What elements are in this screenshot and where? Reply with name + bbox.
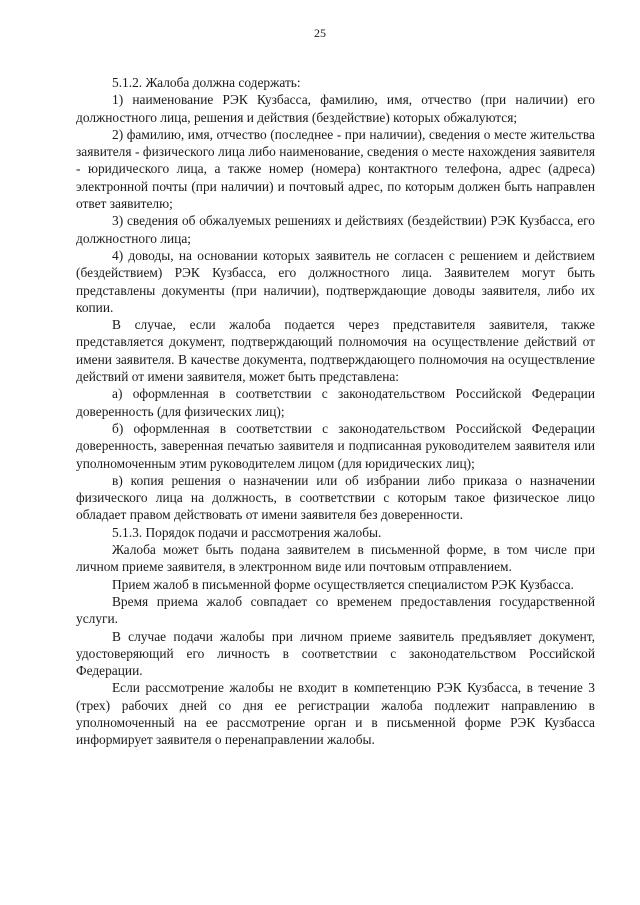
paragraph: В случае подачи жалобы при личном приеме заявитель предъявляет документ, удостоверяющий его личность в соответствии с законодательством Российской Федерации. (76, 628, 595, 679)
paragraph: В случае, если жалоба подается через представителя заявителя, также представляется документ, подтверждающий полномочия на осуществление действий от имени заявителя. В качестве документа, подтверждающего полномочия на осуществление действий от имени заявителя, может быть представлена: (76, 317, 595, 385)
section-heading: 5.1.3. Порядок подачи и рассмотрения жалобы. (112, 524, 382, 540)
paragraph: 5.1.2. Жалоба должна содержать: (112, 75, 301, 90)
paragraph: 4) доводы, на основании которых заявитель не согласен с решением и действием (бездействием) РЭК Кузбасса, его должностного лица. Заявителем могут быть представлены документы (при наличии), подтверждающие доводы заявителя, либо их копии. (76, 247, 595, 315)
paragraph: 1) наименование РЭК Кузбасса, фамилию, имя, отчество (при наличии) его должностного лица, решения и действия (бездействие) которых обжалуются; (76, 92, 595, 125)
paragraph: б) оформленная в соответствии с законодательством Российской Федерации доверенность, заверенная печатью заявителя и подписанная руководителем заявителя или уполномоченным этим руководителем лицом (для юридических лиц); (76, 420, 595, 471)
paragraph: в) копия решения о назначении или об избрании либо приказа о назначении физического лица на должность, в соответствии с которым такое физическое лицо обладает правом действовать от имени заявителя без доверенности. (76, 472, 595, 523)
paragraph: Прием жалоб в письменной форме осуществляется специалистом РЭК Кузбасса. (112, 576, 574, 592)
paragraph: Время приема жалоб совпадает со временем предоставления государственной услуги. (76, 593, 595, 627)
paragraph: а) оформленная в соответствии с законодательством Российской Федерации доверенность (для физических лиц); (76, 386, 595, 419)
document-body (76, 74, 595, 749)
paragraph: 3) сведения об обжалуемых решениях и действиях (бездействии) РЭК Кузбасса, его должностного лица; (76, 213, 595, 246)
paragraph: Жалоба может быть подана заявителем в письменной форме, в том числе при личном приеме заявителя, в электронном виде или почтовым отправлением. (76, 542, 595, 575)
paragraph: Если рассмотрение жалобы не входит в компетенцию РЭК Кузбасса, в течение 3 (трех) рабочих дней со дня ее регистрации жалоба подлежит направлению в уполномоченный на ее рассмотрение орган и в письменной форме РЭК Кузбасса информирует заявителя о перенаправлении жалобы. (76, 680, 595, 748)
page-number: 25 (314, 26, 326, 40)
paragraph: 2) фамилию, имя, отчество (последнее - при наличии), сведения о месте жительства заявителя - физического лица либо наименование, сведения о месте нахождения заявителя - юридического лица, а также номер (номера) контактного телефона, адрес (адреса) электронной почты (при наличии) и почтовый адрес, по которым должен быть направлен ответ заявителю; (76, 126, 595, 212)
